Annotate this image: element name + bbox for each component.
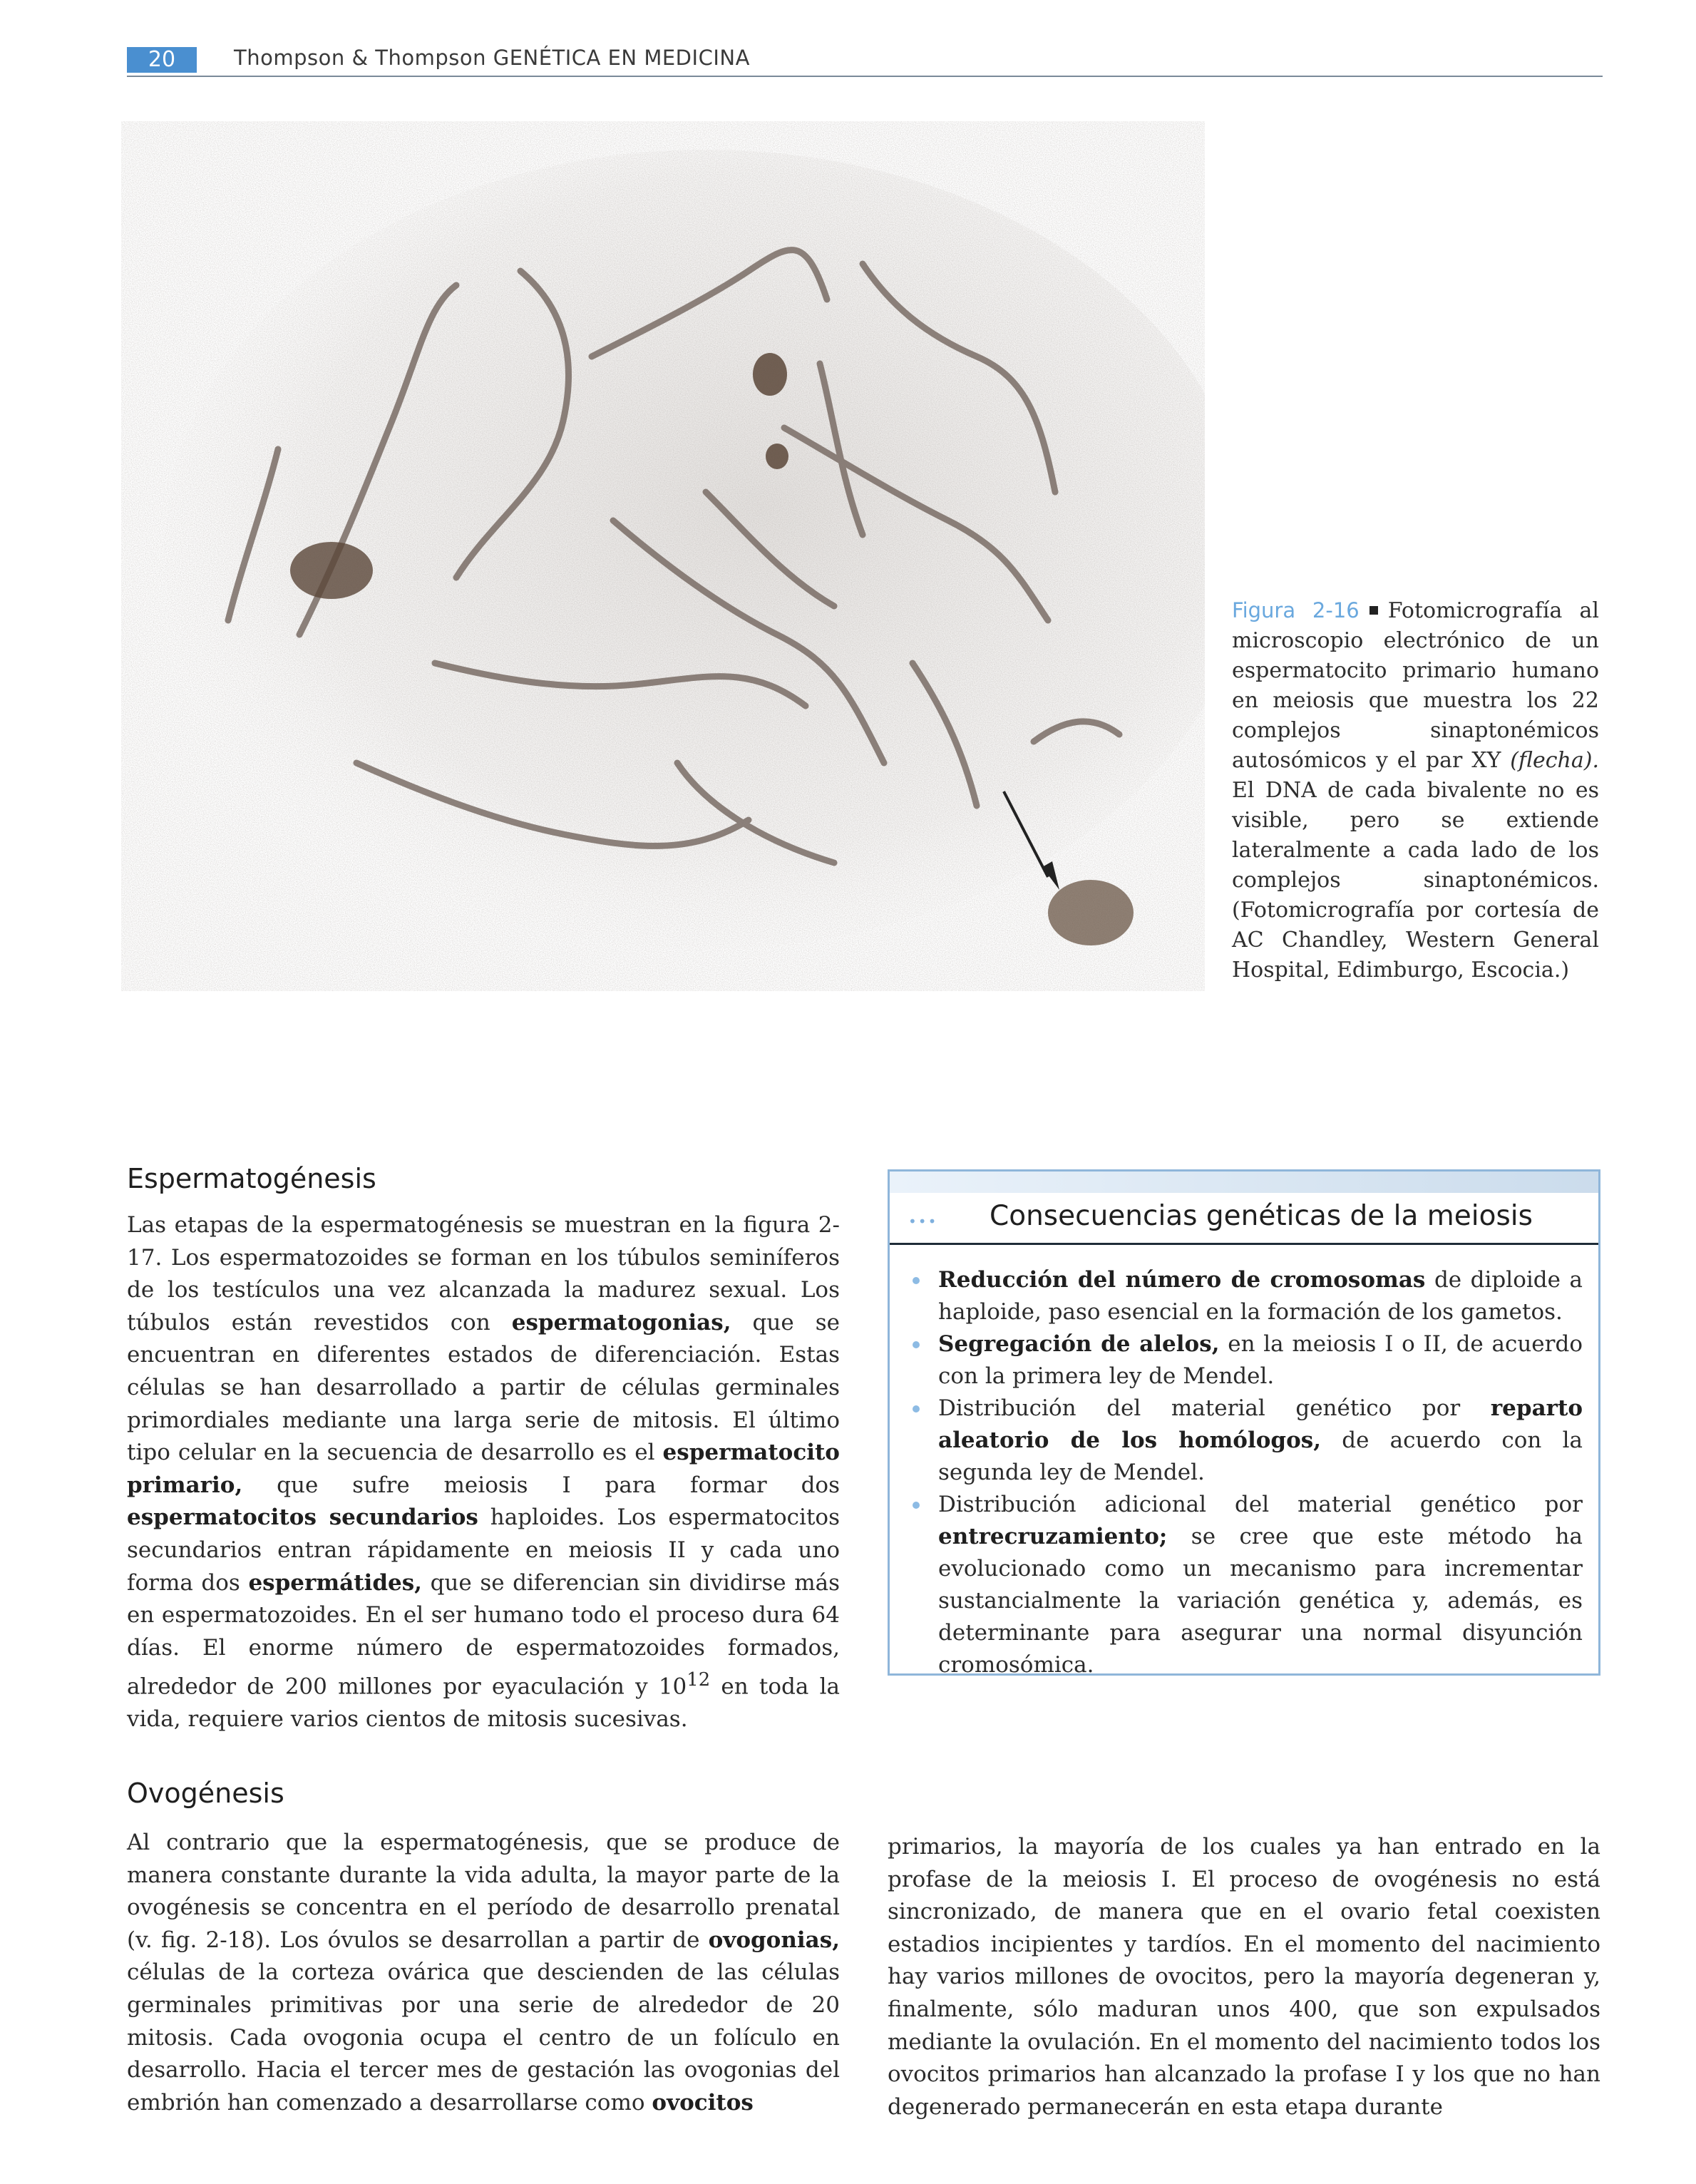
list-item — [905, 1489, 1583, 1681]
caption-emphasis: (flecha). — [1510, 748, 1599, 773]
list-item — [905, 1328, 1583, 1393]
text-run: se cree que este método ha evolucionado como un mecanismo para incrementar sustancialmente la variación genética y, además, es determinante para asegurar una normal disyunción cromosómica. — [938, 1524, 1583, 1678]
text-run: que se diferencian sin dividirse más en espermatozoides. En el ser humano todo el proceso dura 64 días. El enorme número de espermatozoides formados, alrededor de 200 millones por eyaculación y 10 — [127, 1569, 840, 1700]
text-run: que se encuentran en diferentes estados de diferenciación. Estas células se han desarrollado a partir de células germinales primordiales mediante una larga serie de mitosis. El último tipo celular en la secuencia de desarrollo es el — [127, 1309, 840, 1466]
list-item — [905, 1393, 1583, 1489]
header-rule — [127, 76, 1603, 77]
text-run: Distribución adicional del material genético por — [938, 1492, 1583, 1517]
text-run: de diploide a haploide, paso esencial en la formación de los gametos. — [938, 1267, 1583, 1325]
paragraph-ovogenesis — [127, 1827, 840, 2119]
term-bold: espermátides, — [248, 1569, 422, 1596]
text-run: Las etapas de la espermatogénesis se muestran en la figura 2-17. Los espermatozoides se forman en los túbulos seminíferos de los testículos una vez alcanzada la madurez sexual. Los túbulos están revestidos con — [127, 1212, 840, 1335]
box-dots-icon: ••• — [908, 1213, 938, 1230]
text-run: haploides. Los espermatocitos secundarios entran rápidamente en meiosis II y cada uno forma dos — [127, 1504, 840, 1596]
text-run: de acuerdo con la segunda ley de Mendel. — [938, 1427, 1583, 1485]
section-heading: Ovogénesis — [127, 1778, 284, 1809]
text-run: en toda la vida, requiere varios cientos de mitosis sucesivas. — [127, 1673, 840, 1733]
box-list — [905, 1264, 1583, 1681]
page-header — [127, 44, 1603, 73]
term-bold: espermatogonias, — [511, 1309, 731, 1335]
figure-label: Figura 2-16 — [1232, 598, 1360, 622]
text-run: células de la corteza ovárica que descienden de las células germinales primitivas por una serie de alrededor de 20 mitosis. Cada ovogonia ocupa el centro de un folículo en desarrollo. Hacia el tercer mes de gestación las ovogonias del embrión han comenzado a desarrollarse como — [127, 1959, 840, 2116]
term-bold: ovogonias, — [708, 1927, 840, 1953]
caption-square-icon — [1369, 606, 1378, 615]
paragraph-ovogenesis-continued: primarios, la mayoría de los cuales ya han entrado en la profase de la meiosis I. El proceso de ovogénesis no está sincronizado, de manera que en el ovario fetal coexisten estadios incipientes y tardíos. En el momento del nacimiento hay varios millones de ovocitos, pero la mayoría degeneran y, finalmente, sólo maduran unos 400, que son expulsados mediante la ovulación. En el momento del nacimiento todos los ovocitos primarios han alcanzado la profase I y los que no han degenerado permanecerán en esta etapa durante — [888, 1834, 1600, 2120]
term-bold: espermatocito primario, — [127, 1440, 840, 1498]
box-top-bar — [890, 1172, 1598, 1193]
term-bold: espermatocitos secundarios — [127, 1504, 478, 1531]
term-bold: ovocitos — [652, 2089, 754, 2116]
section-ovogenesis — [127, 1775, 840, 2119]
page-number: 20 — [127, 47, 197, 73]
section-espermatogenesis — [127, 1161, 840, 1736]
term-bold: reparto aleatorio de los homólogos, — [938, 1395, 1583, 1453]
running-head: Thompson & Thompson GENÉTICA EN MEDICINA — [234, 46, 750, 70]
term-bold: Reducción del número de cromosomas — [938, 1267, 1426, 1293]
term-bold: Segregación de alelos, — [938, 1331, 1220, 1357]
caption-text: Fotomicrografía al microscopio electrónico de un espermatocito primario humano en meiosis que muestra los 22 complejos sinaptonémicos autosómicos y el par XY — [1232, 598, 1599, 773]
electron-micrograph — [121, 121, 1205, 991]
text-run: que sufre meiosis I para formar dos — [277, 1472, 840, 1498]
list-item — [905, 1264, 1583, 1328]
section-heading: Espermatogénesis — [127, 1163, 376, 1194]
ovogenesis-continued — [888, 1831, 1600, 2123]
text-run: Distribución del material genético por — [938, 1395, 1461, 1421]
text-run: en la meiosis I o II, de acuerdo con la primera ley de Mendel. — [938, 1331, 1583, 1389]
info-box — [888, 1169, 1600, 1676]
superscript: 12 — [687, 1669, 711, 1691]
box-title-row — [890, 1193, 1598, 1245]
caption-text-end: El DNA de cada bivalente no es visible, pero se extiende lateralmente a cada lado de los complejos sinaptonémicos. (Fotomicrografía por cortesía de AC Chandley, Western General Hospital, Edimburgo, Escocia.) — [1232, 778, 1599, 983]
box-title: Consecuencias genéticas de la meiosis — [990, 1200, 1533, 1232]
figure-caption — [1232, 595, 1599, 985]
term-bold: entrecruzamiento; — [938, 1524, 1168, 1549]
text-run: Al contrario que la espermatogénesis, que se produce de manera constante durante la vida adulta, la mayor parte de la ovogénesis se concentra en el período de desarrollo prenatal (v. fig. 2-18). Los óvulos se desarrollan a partir de — [127, 1830, 840, 1953]
paragraph-espermatogenesis — [127, 1209, 840, 1736]
